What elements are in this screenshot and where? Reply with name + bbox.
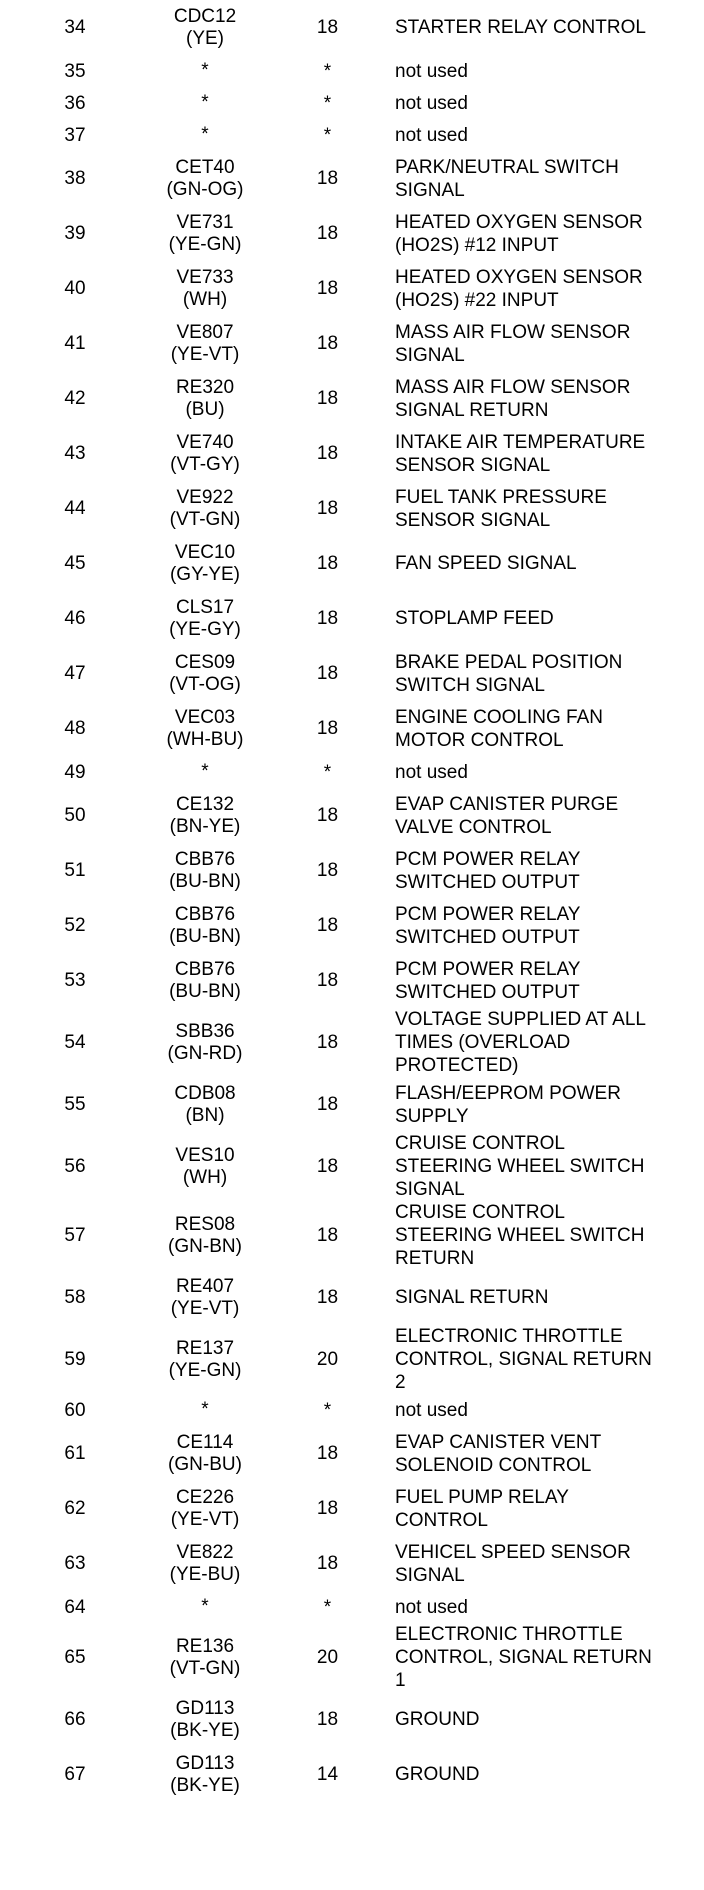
- circuit-function-cell: [395, 55, 704, 87]
- wire-color: (GN-BN): [168, 1235, 242, 1257]
- circuit-function: VEHICEL SPEED SENSOR SIGNAL: [395, 1541, 631, 1586]
- pin-number: 59: [64, 1349, 86, 1370]
- circuit-function-cell: [395, 843, 704, 898]
- wire-color: (VT-OG): [169, 673, 241, 695]
- circuit-function-cell: [395, 151, 704, 206]
- table-row: [0, 843, 704, 898]
- circuit-cell: [150, 1591, 260, 1623]
- circuit-code: CLS17: [175, 596, 235, 618]
- circuit-function-cell: [395, 591, 704, 646]
- wire-gauge: 18: [316, 278, 339, 299]
- circuit-code: *: [201, 92, 209, 113]
- wire-gauge: 18: [316, 718, 339, 739]
- circuit-function-cell: [395, 953, 704, 1008]
- circuit-cell: [150, 261, 260, 316]
- circuit-function-cell: [395, 788, 704, 843]
- circuit-code: GD113: [175, 1697, 235, 1719]
- table-row: [0, 1591, 704, 1623]
- circuit-cell: [150, 371, 260, 426]
- wire-gauge: 18: [316, 1553, 339, 1574]
- circuit-code: RES08: [174, 1213, 236, 1235]
- wire-color: (YE): [186, 27, 224, 49]
- wire-color: (YE-GY): [169, 618, 241, 640]
- circuit-code: CES09: [174, 651, 236, 673]
- circuit-code: CET40: [175, 156, 235, 178]
- pin-number: 53: [64, 970, 86, 991]
- circuit-code: VE807: [176, 321, 234, 343]
- circuit-cell: [150, 1325, 260, 1394]
- table-row: [0, 87, 704, 119]
- circuit-code: CE114: [176, 1431, 234, 1453]
- circuit-function-cell: [395, 1623, 704, 1692]
- circuit-function-cell: [395, 536, 704, 591]
- circuit-function-cell: [395, 1692, 704, 1747]
- wire-gauge: 20: [316, 1349, 339, 1370]
- circuit-cell: [150, 151, 260, 206]
- table-row: [0, 898, 704, 953]
- circuit-function: EVAP CANISTER VENT SOLENOID CONTROL: [395, 1431, 602, 1476]
- circuit-function-cell: [395, 481, 704, 536]
- wire-color: (GN-RD): [167, 1042, 243, 1064]
- pin-number: 58: [64, 1287, 86, 1308]
- circuit-function-cell: [395, 1536, 704, 1591]
- circuit-function-cell: [395, 1426, 704, 1481]
- circuit-cell: [150, 898, 260, 953]
- circuit-function-cell: [395, 1747, 704, 1802]
- pin-number: 56: [64, 1156, 86, 1177]
- wire-gauge: 18: [316, 805, 339, 826]
- pin-number: 66: [64, 1709, 86, 1730]
- table-row: [0, 953, 704, 1008]
- wire-color: (BN): [185, 1104, 225, 1126]
- pin-number: 42: [64, 388, 86, 409]
- circuit-function: PARK/NEUTRAL SWITCH SIGNAL: [395, 156, 619, 201]
- circuit-code: RE137: [175, 1337, 235, 1359]
- circuit-function: HEATED OXYGEN SENSOR (HO2S) #12 INPUT: [395, 211, 643, 256]
- wire-gauge: 18: [316, 1498, 339, 1519]
- wire-gauge: 18: [316, 1287, 339, 1308]
- wire-color: (VT-GN): [169, 508, 241, 530]
- circuit-code: VEC10: [174, 541, 236, 563]
- pin-number: 55: [64, 1094, 86, 1115]
- pin-number: 64: [64, 1596, 86, 1618]
- circuit-code: *: [201, 761, 209, 782]
- pin-number: 35: [64, 60, 86, 82]
- circuit-function-cell: [395, 1132, 704, 1201]
- circuit-function: PCM POWER RELAY SWITCHED OUTPUT: [395, 903, 581, 948]
- pin-number: 49: [64, 761, 86, 783]
- circuit-function: GROUND: [395, 1709, 480, 1730]
- circuit-code: CDC12: [173, 5, 237, 27]
- circuit-function: STARTER RELAY CONTROL: [395, 17, 646, 38]
- circuit-function-cell: [395, 701, 704, 756]
- table-row: [0, 1394, 704, 1426]
- circuit-function: SIGNAL RETURN: [395, 1287, 549, 1308]
- circuit-code: *: [201, 1399, 209, 1420]
- wire-gauge: 18: [316, 223, 339, 244]
- table-row: [0, 261, 704, 316]
- circuit-function: ELECTRONIC THROTTLE CONTROL, SIGNAL RETURN 2: [395, 1326, 652, 1393]
- wire-color: (WH): [182, 288, 228, 310]
- pin-number: 43: [64, 443, 86, 464]
- table-row: [0, 481, 704, 536]
- circuit-cell: [150, 1623, 260, 1692]
- table-row: [0, 0, 704, 55]
- circuit-cell: [150, 1481, 260, 1536]
- wire-color: (YE-VT): [170, 343, 240, 365]
- table-row: [0, 1747, 704, 1802]
- table-row: [0, 371, 704, 426]
- wire-gauge: 18: [316, 1156, 339, 1177]
- pin-number: 57: [64, 1225, 86, 1246]
- circuit-function: not used: [395, 60, 468, 82]
- circuit-function: not used: [395, 1399, 468, 1421]
- table-row: [0, 206, 704, 261]
- wire-gauge: 18: [316, 1032, 339, 1053]
- circuit-function: FLASH/EEPROM POWER SUPPLY: [395, 1082, 621, 1127]
- circuit-function-cell: [395, 0, 704, 55]
- wire-gauge: 18: [316, 1225, 339, 1246]
- circuit-function: FAN SPEED SIGNAL: [395, 553, 577, 574]
- wire-color: (BU-BN): [169, 925, 241, 947]
- circuit-code: VE922: [176, 486, 234, 508]
- wire-gauge: *: [323, 124, 332, 146]
- table-row: [0, 151, 704, 206]
- circuit-cell: [150, 788, 260, 843]
- circuit-cell: [150, 426, 260, 481]
- pin-number: 44: [64, 498, 86, 519]
- circuit-code: CE226: [175, 1486, 235, 1508]
- circuit-function-cell: [395, 1325, 704, 1394]
- circuit-cell: [150, 646, 260, 701]
- circuit-function: ENGINE COOLING FAN MOTOR CONTROL: [395, 706, 603, 751]
- wire-gauge: *: [323, 761, 332, 783]
- circuit-function-cell: [395, 1077, 704, 1132]
- circuit-cell: [150, 591, 260, 646]
- wire-gauge: *: [323, 1596, 332, 1618]
- pin-number: 34: [64, 17, 86, 38]
- pin-number: 41: [64, 333, 86, 354]
- wire-color: (VT-GY): [170, 453, 240, 475]
- wire-gauge: *: [323, 60, 332, 82]
- table-row: [0, 316, 704, 371]
- circuit-cell: [150, 481, 260, 536]
- circuit-function-cell: [395, 756, 704, 788]
- circuit-cell: [150, 1692, 260, 1747]
- wire-color: (YE-GN): [168, 1359, 242, 1381]
- circuit-cell: [150, 119, 260, 151]
- circuit-cell: [150, 206, 260, 261]
- circuit-function: not used: [395, 124, 468, 146]
- circuit-code: VE822: [176, 1541, 234, 1563]
- wire-gauge: 18: [316, 970, 339, 991]
- circuit-code: RE136: [175, 1635, 235, 1657]
- circuit-function: not used: [395, 761, 468, 783]
- wire-gauge: 18: [316, 17, 339, 38]
- circuit-function-cell: [395, 1481, 704, 1536]
- table-row: [0, 1132, 704, 1201]
- circuit-function-cell: [395, 261, 704, 316]
- table-row: [0, 1077, 704, 1132]
- circuit-cell: [150, 55, 260, 87]
- circuit-function: not used: [395, 92, 468, 114]
- circuit-cell: [150, 1394, 260, 1426]
- wire-color: (GN-BU): [168, 1453, 242, 1475]
- circuit-cell: [150, 1536, 260, 1591]
- table-row: [0, 756, 704, 788]
- circuit-function-cell: [395, 898, 704, 953]
- wire-color: (BN-YE): [169, 815, 241, 837]
- pin-number: 48: [64, 718, 86, 739]
- wire-gauge: 18: [316, 860, 339, 881]
- circuit-function-cell: [395, 206, 704, 261]
- circuit-code: CE132: [175, 793, 235, 815]
- wire-gauge: 18: [316, 1443, 339, 1464]
- circuit-code: *: [201, 60, 209, 81]
- pin-number: 36: [64, 92, 86, 114]
- wire-color: (WH-BU): [166, 728, 244, 750]
- circuit-function: BRAKE PEDAL POSITION SWITCH SIGNAL: [395, 651, 623, 696]
- circuit-code: CBB76: [174, 958, 236, 980]
- pin-number: 62: [64, 1498, 86, 1519]
- pin-number: 51: [64, 860, 86, 881]
- circuit-code: GD113: [175, 1752, 235, 1774]
- circuit-code: VEC03: [174, 706, 236, 728]
- wire-gauge: 18: [316, 1709, 339, 1730]
- wire-gauge: 18: [316, 388, 339, 409]
- circuit-function-cell: [395, 316, 704, 371]
- circuit-function-cell: [395, 1201, 704, 1270]
- circuit-function: PCM POWER RELAY SWITCHED OUTPUT: [395, 848, 581, 893]
- circuit-function: EVAP CANISTER PURGE VALVE CONTROL: [395, 793, 619, 838]
- circuit-function: not used: [395, 1596, 468, 1618]
- pin-number: 61: [64, 1443, 86, 1464]
- table-row: [0, 1426, 704, 1481]
- circuit-cell: [150, 1426, 260, 1481]
- pin-number: 63: [64, 1553, 86, 1574]
- wire-gauge: 18: [316, 443, 339, 464]
- wire-gauge: 20: [316, 1647, 339, 1668]
- circuit-function: VOLTAGE SUPPLIED AT ALL TIMES (OVERLOAD PROTECTED): [395, 1009, 646, 1076]
- table-row: [0, 788, 704, 843]
- circuit-function: CRUISE CONTROL STEERING WHEEL SWITCH SIGNAL: [395, 1133, 645, 1200]
- circuit-function: CRUISE CONTROL STEERING WHEEL SWITCH RETURN: [395, 1202, 645, 1269]
- circuit-code: *: [201, 124, 209, 145]
- circuit-function-cell: [395, 1394, 704, 1426]
- circuit-function: ELECTRONIC THROTTLE CONTROL, SIGNAL RETURN 1: [395, 1624, 652, 1691]
- wire-color: (BU-BN): [169, 870, 241, 892]
- pin-number: 47: [64, 663, 86, 684]
- wire-color: (YE-VT): [170, 1297, 240, 1319]
- circuit-cell: [150, 701, 260, 756]
- circuit-function-cell: [395, 1270, 704, 1325]
- pin-number: 46: [64, 608, 86, 629]
- wire-color: (YE-GN): [168, 233, 242, 255]
- circuit-function-cell: [395, 646, 704, 701]
- circuit-code: RE320: [175, 376, 235, 398]
- wire-gauge: *: [323, 1399, 332, 1421]
- circuit-code: *: [201, 1596, 209, 1617]
- table-row: [0, 1201, 704, 1270]
- pin-number: 45: [64, 553, 86, 574]
- wire-color: (VT-GN): [169, 1657, 241, 1679]
- wire-gauge: 18: [316, 553, 339, 574]
- table-row: [0, 591, 704, 646]
- circuit-code: RE407: [175, 1275, 235, 1297]
- circuit-code: SBB36: [175, 1020, 235, 1042]
- circuit-cell: [150, 1132, 260, 1201]
- pin-number: 39: [64, 223, 86, 244]
- pin-number: 37: [64, 124, 86, 146]
- wire-gauge: 18: [316, 333, 339, 354]
- circuit-function-cell: [395, 119, 704, 151]
- wire-color: (BK-YE): [170, 1774, 240, 1796]
- wire-color: (BU): [185, 398, 225, 420]
- wire-gauge: 18: [316, 1094, 339, 1115]
- wire-gauge: 18: [316, 168, 339, 189]
- table-row: [0, 646, 704, 701]
- table-row: [0, 119, 704, 151]
- circuit-function: MASS AIR FLOW SENSOR SIGNAL: [395, 321, 631, 366]
- wire-color: (BK-YE): [170, 1719, 240, 1741]
- table-row: [0, 1270, 704, 1325]
- circuit-cell: [150, 536, 260, 591]
- circuit-cell: [150, 0, 260, 55]
- pin-number: 54: [64, 1032, 86, 1053]
- circuit-function: FUEL TANK PRESSURE SENSOR SIGNAL: [395, 486, 607, 531]
- wire-color: (GN-OG): [166, 178, 244, 200]
- pin-number: 52: [64, 915, 86, 936]
- circuit-code: CBB76: [174, 848, 236, 870]
- circuit-cell: [150, 316, 260, 371]
- circuit-function: GROUND: [395, 1764, 480, 1785]
- circuit-cell: [150, 953, 260, 1008]
- circuit-function: HEATED OXYGEN SENSOR (HO2S) #22 INPUT: [395, 266, 643, 311]
- circuit-code: CBB76: [174, 903, 236, 925]
- circuit-function: PCM POWER RELAY SWITCHED OUTPUT: [395, 958, 581, 1003]
- circuit-function: STOPLAMP FEED: [395, 608, 554, 629]
- table-row: [0, 536, 704, 591]
- circuit-function-cell: [395, 1008, 704, 1077]
- wire-gauge: 18: [316, 608, 339, 629]
- table-row: [0, 55, 704, 87]
- circuit-function-cell: [395, 371, 704, 426]
- circuit-cell: [150, 1201, 260, 1270]
- circuit-function-cell: [395, 426, 704, 481]
- circuit-cell: [150, 1747, 260, 1802]
- table-row: [0, 1692, 704, 1747]
- circuit-cell: [150, 87, 260, 119]
- wire-color: (GY-YE): [169, 563, 241, 585]
- pin-number: 50: [64, 805, 86, 826]
- circuit-code: CDB08: [174, 1082, 236, 1104]
- pin-number: 60: [64, 1399, 86, 1421]
- circuit-cell: [150, 756, 260, 788]
- circuit-code: VE731: [176, 211, 234, 233]
- table-row: [0, 426, 704, 481]
- wire-gauge: 18: [316, 498, 339, 519]
- circuit-cell: [150, 1008, 260, 1077]
- table-row: [0, 1623, 704, 1692]
- circuit-function-cell: [395, 1591, 704, 1623]
- circuit-code: VE733: [176, 266, 234, 288]
- circuit-cell: [150, 843, 260, 898]
- wire-color: (YE-VT): [170, 1508, 240, 1530]
- table-row: [0, 701, 704, 756]
- table-row: [0, 1008, 704, 1077]
- pin-number: 38: [64, 168, 86, 189]
- circuit-function: INTAKE AIR TEMPERATURE SENSOR SIGNAL: [395, 431, 646, 476]
- circuit-function: FUEL PUMP RELAY CONTROL: [395, 1486, 569, 1531]
- wire-color: (WH): [182, 1166, 228, 1188]
- circuit-code: VE740: [176, 431, 234, 453]
- table-row: [0, 1325, 704, 1394]
- wire-gauge: 18: [316, 915, 339, 936]
- wire-gauge: *: [323, 92, 332, 114]
- circuit-cell: [150, 1270, 260, 1325]
- circuit-function: MASS AIR FLOW SENSOR SIGNAL RETURN: [395, 376, 631, 421]
- circuit-code: VES10: [175, 1144, 235, 1166]
- wire-color: (YE-BU): [169, 1563, 241, 1585]
- wire-color: (BU-BN): [169, 980, 241, 1002]
- table-row: [0, 1481, 704, 1536]
- pin-number: 67: [64, 1764, 86, 1785]
- pin-number: 65: [64, 1647, 86, 1668]
- pin-number: 40: [64, 278, 86, 299]
- table-row: [0, 1536, 704, 1591]
- wire-gauge: 14: [316, 1764, 339, 1785]
- circuit-cell: [150, 1077, 260, 1132]
- wire-gauge: 18: [316, 663, 339, 684]
- circuit-function-cell: [395, 87, 704, 119]
